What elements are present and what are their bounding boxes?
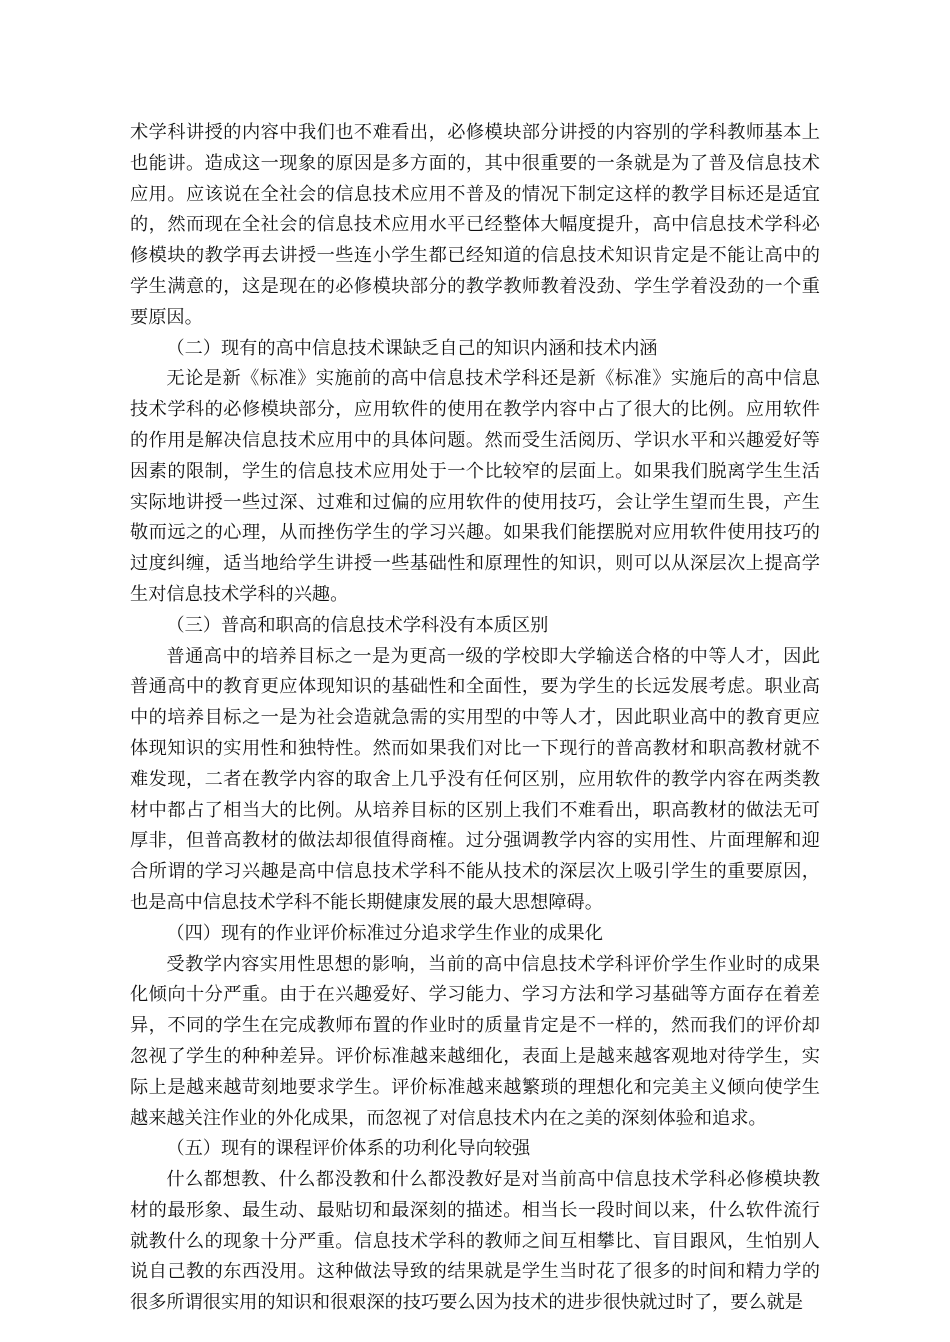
document-body — [130, 118, 820, 1319]
paragraph-continued: 术学科讲授的内容中我们也不难看出，必修模块部分讲授的内容别的学科教师基本上也能讲。造成这一现象的原因是多方面的，其中很重要的一条就是为了普及信息技术应用。应该说在全社会的信息技术应用不普及的情况下制定这样的教学目标还是适宜的，然而现在全社会的信息技术应用水平已经整体大幅度提升，高中信息技术学科必修模块的教学再去讲授一些连小学生都已经知道的信息技术知识肯定是不能让高中的学生满意的，这是现在的必修模块部分的教学教师教着没劲、学生学着没劲的一个重要原因。 — [130, 122, 820, 328]
paragraph-section-2: 无论是新《标准》实施前的高中信息技术学科还是新《标准》实施后的高中信息技术学科的必修模块部分，应用软件的使用在教学内容中占了很大的比例。应用软件的作用是解决信息技术应用中的具体问题。然而受生活阅历、学识水平和兴趣爱好等因素的限制，学生的信息技术应用处于一个比较窄的层面上。如果我们脱离学生生活实际地讲授一些过深、过难和过偏的应用软件的使用技巧，会让学生望而生畏，产生敬而远之的心理，从而挫伤学生的学习兴趣。如果我们能摆脱对应用软件使用技巧的过度纠缠，适当地给学生讲授一些基础性和原理性的知识，则可以从深层次上提高学生对信息技术学科的兴趣。 — [130, 368, 820, 605]
section-heading-2: （二）现有的高中信息技术课缺乏自己的知识内涵和技术内涵 — [166, 337, 658, 359]
section-heading-5: （五）现有的课程评价体系的功利化导向较强 — [166, 1138, 531, 1160]
paragraph-section-3: 普通高中的培养目标之一是为更高一级的学校即大学输送合格的中等人才，因此普通高中的教育更应体现知识的基础性和全面性，要为学生的长远发展考虑。职业高中的培养目标之一是为社会造就急需的实用型的中等人才，因此职业高中的教育更应体现知识的实用性和独特性。然而如果我们对比一下现行的普高教材和职高教材就不难发现，二者在教学内容的取舍上几乎没有任何区别，应用软件的教学内容在两类教材中都占了相当大的比例。从培养目标的区别上我们不难看出，职高教材的做法无可厚非，但普高教材的做法却很值得商榷。过分强调教学内容的实用性、片面理解和迎合所谓的学习兴趣是高中信息技术学科不能从技术的深层次上吸引学生的重要原因，也是高中信息技术学科不能长期健康发展的最大思想障碍。 — [130, 645, 820, 913]
section-heading-3: （三）普高和职高的信息技术学科没有本质区别 — [166, 614, 549, 636]
paragraph-section-4: 受教学内容实用性思想的影响，当前的高中信息技术学科评价学生作业时的成果化倾向十分严重。由于在兴趣爱好、学习能力、学习方法和学习基础等方面存在着差异，不同的学生在完成教师布置的作业时的质量肯定是不一样的，然而我们的评价却忽视了学生的种种差异。评价标准越来越细化，表面上是越来越客观地对待学生，实际上是越来越苛刻地要求学生。评价标准越来越繁琐的理想化和完美主义倾向使学生越来越关注作业的外化成果，而忽视了对信息技术内在之美的深刻体验和追求。 — [130, 953, 820, 1129]
paragraph-section-5: 什么都想教、什么都没教和什么都没教好是对当前高中信息技术学科必修模块教材的最形象、最生动、最贴切和最深刻的描述。相当长一段时间以来，什么软件流行就教什么的现象十分严重。信息技术学科的教师之间互相攀比、盲目跟风，生怕别人说自己教的东西没用。这种做法导致的结果就是学生当时花了很多的时间和精力学的很多所谓很实用的知识和很艰深的技巧要么因为技术的进步很快就过时了，要么就是 — [130, 1169, 820, 1314]
section-heading-4: （四）现有的作业评价标准过分追求学生作业的成果化 — [166, 922, 603, 944]
